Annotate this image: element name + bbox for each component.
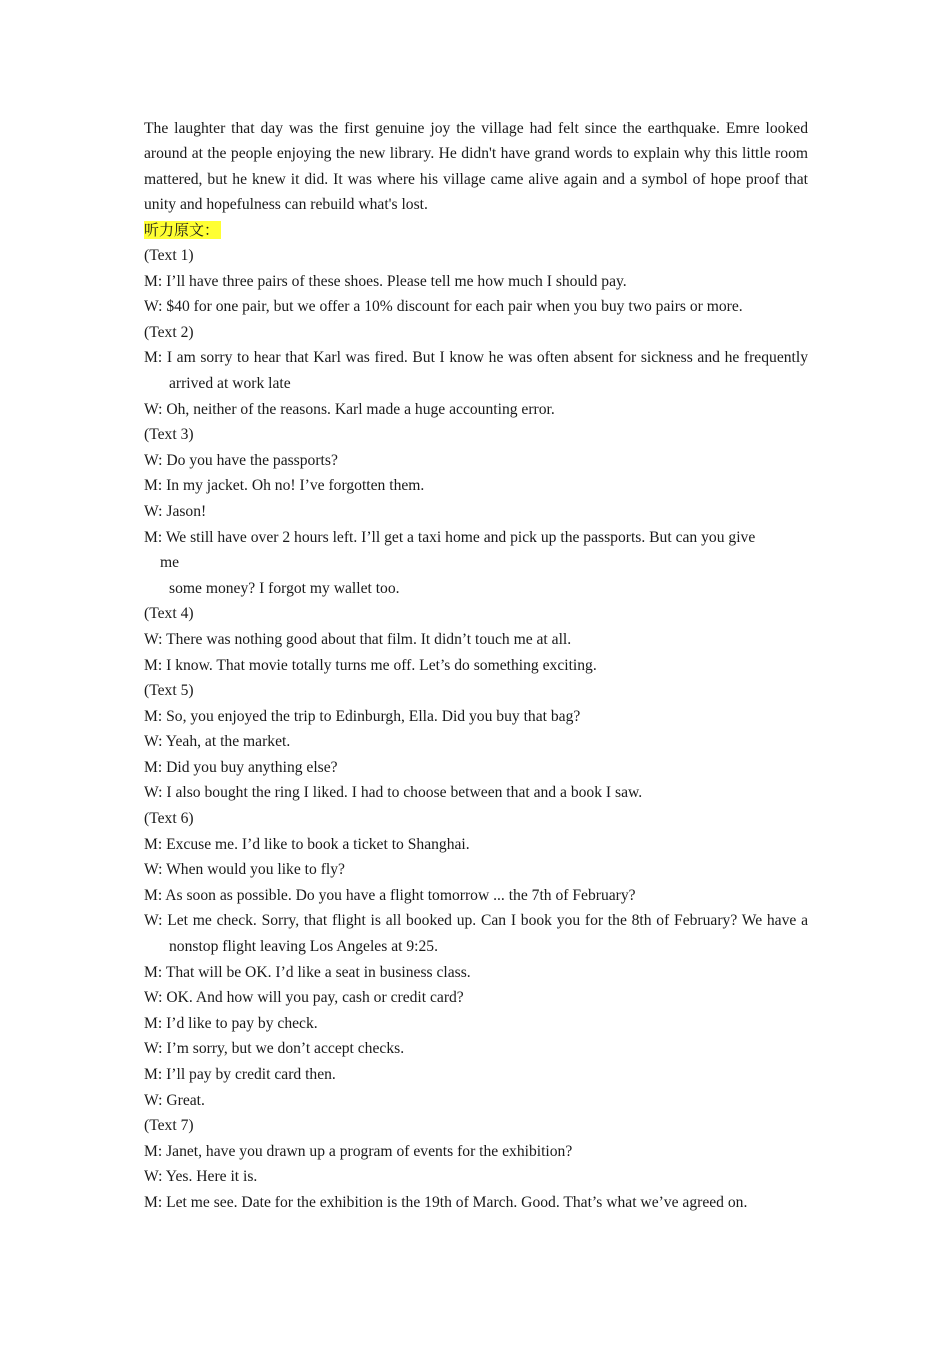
text-label: (Text 7) bbox=[144, 1117, 194, 1135]
dialogue-line: M: Let me see. Date for the exhibition is the 19th of March. Good. That’s what we’ve agreed on. bbox=[144, 1193, 748, 1211]
text-label: (Text 1) bbox=[144, 247, 194, 265]
dialogue-line: W: Let me check. Sorry, that flight is all booked up. Can I book you for the 8th of February? We have a nonstop flight leaving Los Angeles at 9:25. bbox=[144, 912, 808, 956]
transcript-heading-line bbox=[144, 218, 808, 243]
dialogue-line: M: I am sorry to hear that Karl was fired. But I know he was often absent for sickness and he frequently arrived at work late bbox=[144, 349, 808, 392]
dialogue-line: W: Jason! bbox=[144, 502, 207, 520]
dialogue-line: M: I’ll have three pairs of these shoes. Please tell me how much I should pay. bbox=[144, 272, 627, 290]
dialogue-line: W: Oh, neither of the reasons. Karl made a huge accounting error. bbox=[144, 400, 555, 418]
dialogue-line: M: We still have over 2 hours left. I’ll get a taxi home and pick up the passports. But can you give bbox=[144, 528, 756, 546]
text-label: (Text 2) bbox=[144, 323, 194, 341]
dialogue-line: W: I’m sorry, but we don’t accept checks. bbox=[144, 1040, 405, 1058]
dialogue-line: W: Do you have the passports? bbox=[144, 451, 338, 469]
document-page bbox=[144, 116, 808, 1216]
dialogue-continuation: some money? I forgot my wallet too. bbox=[169, 579, 400, 597]
dialogue-line: M: I’ll pay by credit card then. bbox=[144, 1066, 336, 1084]
dialogue-line: W: When would you like to fly? bbox=[144, 861, 345, 879]
dialogue-line: M: I’d like to pay by check. bbox=[144, 1014, 318, 1032]
text-label: (Text 4) bbox=[144, 605, 194, 623]
dialogue-line: M: In my jacket. Oh no! I’ve forgotten them. bbox=[144, 477, 425, 495]
dialogue-line: M: I know. That movie totally turns me off. Let’s do something exciting. bbox=[144, 656, 597, 674]
dialogue-line: M: Janet, have you drawn up a program of events for the exhibition? bbox=[144, 1142, 573, 1160]
dialogue-continuation: me bbox=[160, 554, 180, 572]
dialogue-line: M: Excuse me. I’d like to book a ticket to Shanghai. bbox=[144, 835, 470, 853]
transcript-heading: 听力原文： bbox=[144, 220, 220, 239]
dialogue-line: W: OK. And how will you pay, cash or credit card? bbox=[144, 989, 464, 1007]
dialogue-line: W: Yes. Here it is. bbox=[144, 1168, 258, 1186]
text-label: (Text 5) bbox=[144, 682, 194, 700]
dialogue-line: M: That will be OK. I’d like a seat in business class. bbox=[144, 963, 471, 981]
dialogue-line: M: Did you buy anything else? bbox=[144, 758, 338, 776]
dialogue-line: M: As soon as possible. Do you have a flight tomorrow ... the 7th of February? bbox=[144, 886, 636, 904]
dialogue-line: W: $40 for one pair, but we offer a 10% discount for each pair when you buy two pairs or more. bbox=[144, 298, 743, 316]
dialogue-line: W: Great. bbox=[144, 1091, 205, 1109]
dialogue-line: W: Yeah, at the market. bbox=[144, 733, 291, 751]
dialogue-line: W: I also bought the ring I liked. I had to choose between that and a book I saw. bbox=[144, 784, 643, 802]
dialogue-line: M: So, you enjoyed the trip to Edinburgh, Ella. Did you buy that bag? bbox=[144, 707, 581, 725]
text-label: (Text 3) bbox=[144, 426, 194, 444]
intro-paragraph: The laughter that day was the first genuine joy the village had felt since the earthquake. Emre looked around at the people enjoying the new library. He didn't have grand words to explain why this little room mattered, but he knew it did. It was where his village came alive again and a symbol of hope proof that unity and hopefulness can rebuild what's lost. bbox=[144, 120, 808, 214]
dialogue-line: W: There was nothing good about that film. It didn’t touch me at all. bbox=[144, 630, 572, 648]
text-label: (Text 6) bbox=[144, 810, 194, 828]
